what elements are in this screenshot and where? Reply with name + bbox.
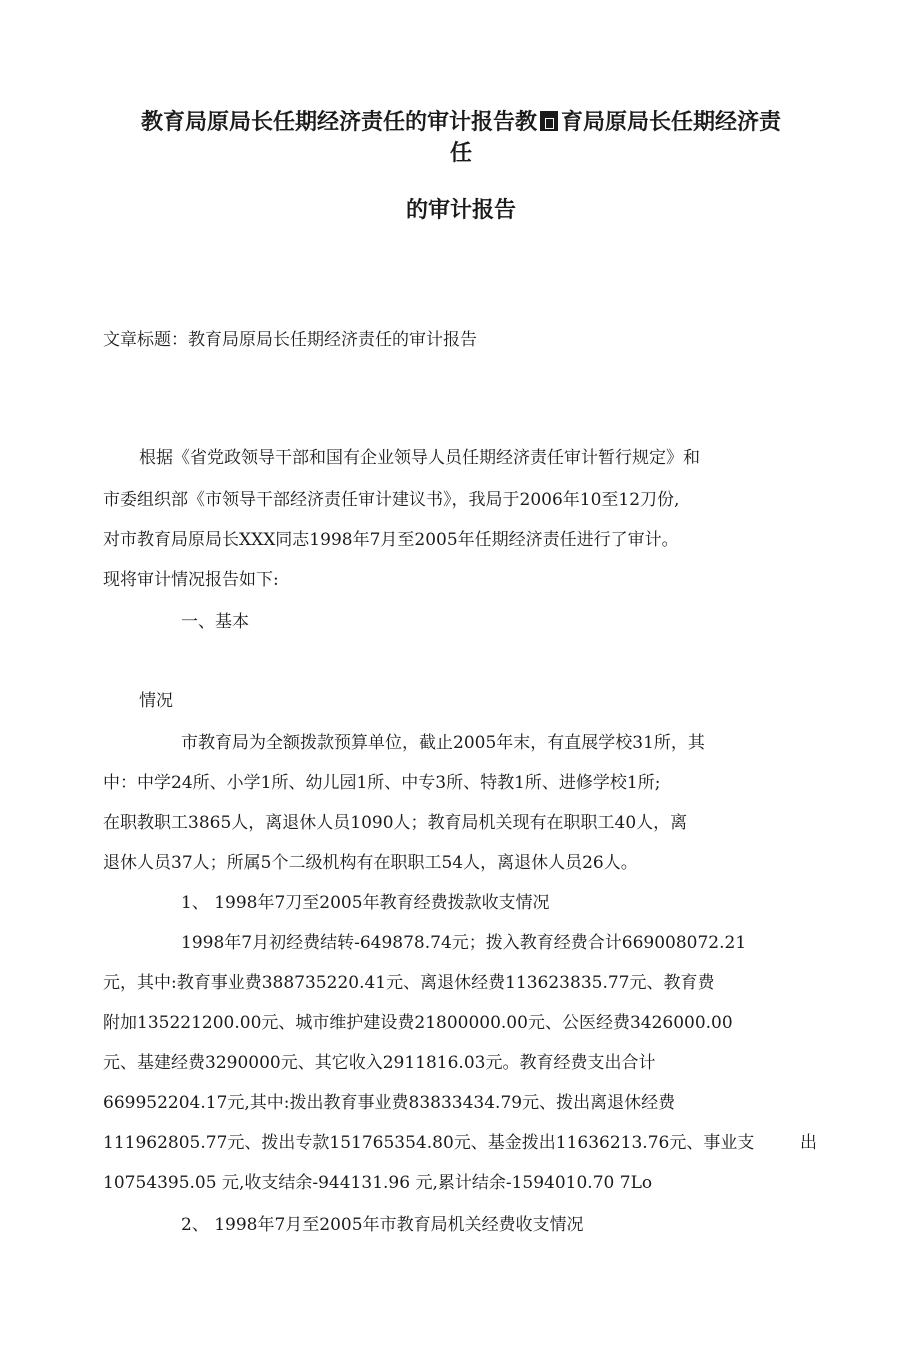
title-part-a: 教育局原局长任期经济责任的审计报告教	[140, 110, 537, 135]
funds-line: 元，其中:教育事业费388735220.41元、离退休经费113623835.77元、教育费	[103, 973, 715, 993]
basic-line: 中：中学24所、小学1所、幼儿园1所、中专3所、特教1所、进修学校1所;	[103, 773, 661, 793]
subsection-2-heading: 2、 1998年7月至2005年市教育局机关经费收支情况	[181, 1215, 584, 1235]
missing-glyph-icon	[540, 111, 558, 131]
intro-line: 根据《省党政领导干部和国有企业领导人员任期经济责任审计暂行规定》和	[139, 448, 700, 468]
funds-line: 111962805.77元、拨出专款151765354.80元、基金拨出11636213.76元、事业支	[103, 1133, 755, 1153]
funds-line: 669952204.17元,其中:拨出教育事业费83833434.79元、拨出离退休经费	[103, 1093, 676, 1113]
section-1-heading-cont: 情况	[139, 691, 173, 711]
funds-line: 10754395.05 元,收支结余-944131.96 元,累计结余-1594010.70 7Lo	[103, 1173, 653, 1193]
article-title: 文章标题：教育局原局长任期经济责任的审计报告	[103, 330, 477, 350]
funds-line: 附加135221200.00元、城市维护建设费21800000.00元、公医经费3426000.00	[103, 1013, 733, 1033]
title-part-b: 育局原局长任期经济责	[561, 110, 782, 135]
basic-line: 在职教职工3865人，离退休人员1090人；教育局机关现有在职职工40人，离	[103, 813, 688, 833]
basic-line: 退休人员37人；所属5个二级机构有在职职工54人，离退休人员26人。	[103, 853, 638, 873]
subsection-1-heading: 1、 1998年7刀至2005年教育经费拨款收支情况	[181, 893, 550, 913]
section-1-heading: 一、基本	[181, 612, 249, 632]
document-title-line-2: 任	[449, 141, 472, 166]
intro-line: 现将审计情况报告如下:	[103, 570, 279, 590]
document-title-line-3: 的审计报告	[405, 198, 516, 223]
intro-line: 对市教育局原局长XXX同志1998年7月至2005年任期经济责任进行了审计。	[103, 530, 679, 550]
basic-line: 市教育局为全额拨款预算单位，截止2005年末，有直展学校31所，其	[181, 733, 705, 753]
funds-line: 元、基建经费3290000元、其它收入2911816.03元。教育经费支出合计	[103, 1053, 656, 1073]
funds-line: 1998年7月初经费结转-649878.74元；拨入教育经费合计669008072.21	[181, 933, 747, 953]
intro-line: 市委组织部《市领导干部经济责任审计建议书》，我局于2006年10至12刀份,	[103, 490, 680, 510]
funds-trailing-char: 出	[800, 1133, 817, 1153]
document-title-line-1	[96, 108, 826, 138]
